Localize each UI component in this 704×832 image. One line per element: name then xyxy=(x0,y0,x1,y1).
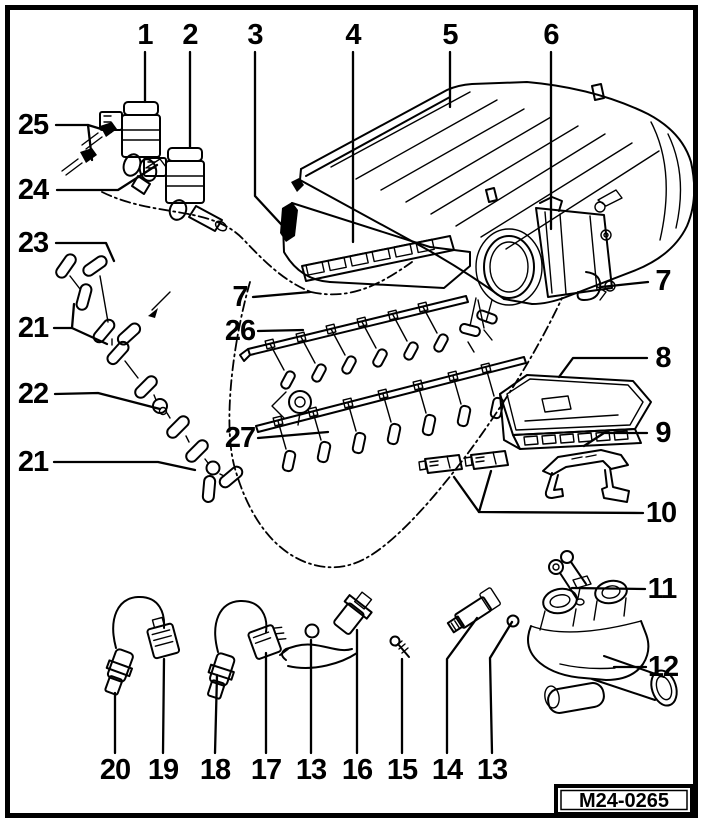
leader-line-14 xyxy=(447,618,477,753)
callout-12: 12 xyxy=(647,651,679,683)
figure-code-badge xyxy=(556,786,692,814)
upper-rail-injectors xyxy=(265,302,449,390)
harness-connectors-drawing xyxy=(419,451,508,473)
callout-15: 15 xyxy=(386,754,418,786)
callout-18: 18 xyxy=(199,754,231,786)
callout-21: 21 xyxy=(17,312,49,344)
callout-14: 14 xyxy=(431,754,463,786)
callout-10: 10 xyxy=(645,497,677,529)
leader-line-8 xyxy=(559,358,647,377)
leader-line-21 xyxy=(54,462,195,470)
callout-3: 3 xyxy=(247,19,263,51)
leader-line-18 xyxy=(215,675,217,753)
callout-17: 17 xyxy=(250,754,282,786)
callout-24: 24 xyxy=(17,174,49,206)
callout-11: 11 xyxy=(647,573,677,605)
leader-line-7 xyxy=(253,292,310,297)
callout-8: 8 xyxy=(655,342,671,374)
callout-7: 7 xyxy=(232,281,248,313)
callout-16: 16 xyxy=(341,754,373,786)
leader-line-26 xyxy=(258,330,303,331)
callout-26: 26 xyxy=(224,315,256,347)
callout-9: 9 xyxy=(655,417,671,449)
callout-5: 5 xyxy=(442,19,458,51)
callout-21: 21 xyxy=(17,446,49,478)
callout-19: 19 xyxy=(147,754,179,786)
callout-25: 25 xyxy=(17,109,49,141)
callout-13: 13 xyxy=(295,754,327,786)
leader-line-21 xyxy=(54,304,74,328)
callout-2: 2 xyxy=(182,19,198,51)
leader-line-10 xyxy=(479,471,491,512)
leader-line-7 xyxy=(601,282,648,287)
callout-13: 13 xyxy=(476,754,508,786)
callout-27: 27 xyxy=(224,422,256,454)
bracket-drawing xyxy=(543,450,629,502)
callout-1: 1 xyxy=(137,19,153,51)
figure-code: M24-0265 xyxy=(578,790,670,812)
callout-6: 6 xyxy=(543,19,559,51)
callout-7: 7 xyxy=(655,265,671,297)
wiring-connector-chain-drawing xyxy=(54,252,244,502)
sensors-and-seals-drawing xyxy=(280,551,586,668)
leader-line-11 xyxy=(572,588,645,589)
oxygen-sensors-drawing xyxy=(99,597,289,701)
ecu-drawing xyxy=(500,375,651,449)
leader-line-21 xyxy=(72,328,107,344)
leader-line-27 xyxy=(258,432,328,438)
solenoid-valves-drawing xyxy=(62,102,228,233)
callout-22: 22 xyxy=(17,378,49,410)
leader-line-13 xyxy=(490,622,512,753)
intake-manifold-drawing xyxy=(280,82,694,305)
fuel-rail-injectors-drawing xyxy=(240,296,526,472)
callout-20: 20 xyxy=(99,754,131,786)
callout-23: 23 xyxy=(17,227,49,259)
leader-line-19 xyxy=(163,659,164,753)
lower-rail-injectors xyxy=(273,363,504,472)
callout-4: 4 xyxy=(345,19,361,51)
